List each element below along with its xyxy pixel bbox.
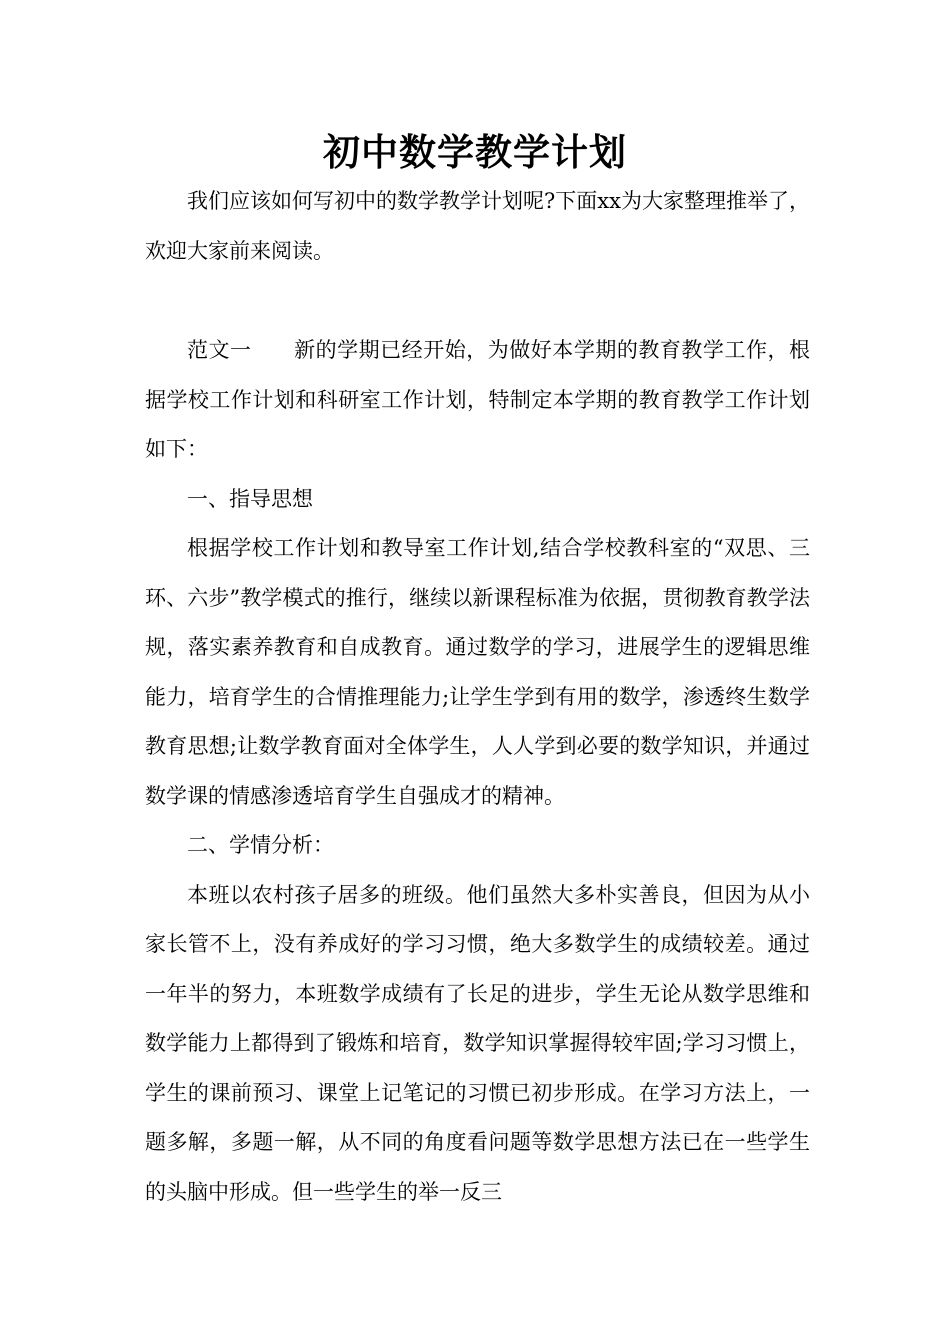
document-body <box>145 177 810 1217</box>
blank-line <box>145 276 810 326</box>
section-heading-student-analysis: 二、学情分析： <box>187 833 334 857</box>
sample-intro: 新的学期已经开始，为做好本学期的教育教学工作，根据学校工作计划和科研室工作计划，特制定本学期的教育教学工作计划如下： <box>145 338 811 461</box>
sample-paragraph <box>145 326 810 475</box>
section-heading-guiding-ideology: 一、指导思想 <box>187 486 313 511</box>
document-title: 初中数学教学计划 <box>323 130 627 174</box>
intro-paragraph: 我们应该如何写初中的数学教学计划呢?下面xx为大家整理推举了，欢迎大家前来阅读。 <box>145 189 810 263</box>
guiding-ideology-paragraph: 根据学校工作计划和教导室工作计划,结合学校教科室的“双思、三环、六步”教学模式的推行，继续以新课程标准为依据，贯彻教育教学法规，落实素养教育和自成教育。通过数学的学习，进展学生的逻辑思维能力，培育学生的合情推理能力;让学生学到有用的数学，渗透终生数学教育思想;让数学教育面对全体学生，人人学到必要的数学知识，并通过数学课的情感渗透培育学生自强成才的精神。 <box>145 536 810 808</box>
student-analysis-paragraph: 本班以农村孩子居多的班级。他们虽然大多朴实善良，但因为从小家长管不上，没有养成好的学习习惯，绝大多数学生的成绩较差。通过一年半的努力，本班数学成绩有了长足的进步，学生无论从数学思维和数学能力上都得到了锻炼和培育，数学知识掌握得较牢固;学习习惯上，学生的课前预习、课堂上记笔记的习惯已初步形成。在学习方法上，一题多解，多题一解，从不同的角度看问题等数学思想方法已在一些学生的头脑中形成。但一些学生的举一反三 <box>145 882 810 1204</box>
sample-label: 范文一 <box>187 338 252 362</box>
